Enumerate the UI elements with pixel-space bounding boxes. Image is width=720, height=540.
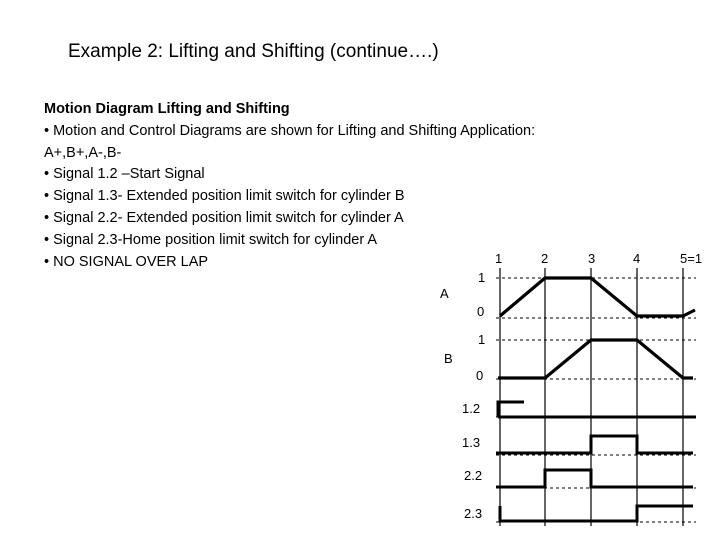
cylinder-a-low-label: 0 (477, 304, 485, 319)
step-label-2: 2 (541, 251, 549, 266)
cylinder-a-label: A (440, 286, 449, 301)
cylinder-a-motion-line (500, 278, 695, 316)
slide-title: Example 2: Lifting and Shifting (continue….) (68, 41, 439, 62)
cylinder-b-low-label: 0 (476, 368, 484, 383)
cylinder-b-high-label: 1 (478, 332, 486, 347)
signal-1-2-label: 1.2 (462, 401, 481, 416)
signal-2-2-waveform (496, 470, 693, 487)
text-line-description: • Motion and Control Diagrams are shown for Lifting and Shifting Application: (44, 122, 536, 139)
cylinder-b-label: B (444, 351, 453, 366)
step-label-5: 5=1 (680, 251, 703, 266)
text-line-signal-2-3: • Signal 2.3-Home position limit switch for cylinder A (44, 231, 378, 248)
cylinder-b-motion-line (498, 340, 693, 378)
text-line-no-overlap: • NO SIGNAL OVER LAP (44, 253, 209, 270)
signal-2-3-waveform (500, 506, 693, 521)
signal-1-3-label: 1.3 (462, 435, 481, 450)
signal-1-2-pulse (498, 402, 696, 417)
signal-2-2-label: 2.2 (464, 468, 483, 483)
text-line-signal-2-2: • Signal 2.2- Extended position limit switch for cylinder A (44, 209, 404, 226)
step-label-4: 4 (633, 251, 641, 266)
text-line-sequence: A+,B+,A-,B- (44, 144, 122, 161)
text-heading: Motion Diagram Lifting and Shifting (44, 101, 290, 117)
cylinder-a-high-label: 1 (478, 270, 486, 285)
step-label-3: 3 (588, 251, 596, 266)
text-line-signal-1-2: • Signal 1.2 –Start Signal (44, 166, 205, 183)
text-line-signal-1-3: • Signal 1.3- Extended position limit switch for cylinder B (44, 188, 405, 205)
signal-1-3-waveform (496, 436, 693, 453)
signal-2-3-label: 2.3 (464, 506, 483, 521)
step-label-1: 1 (495, 251, 503, 266)
